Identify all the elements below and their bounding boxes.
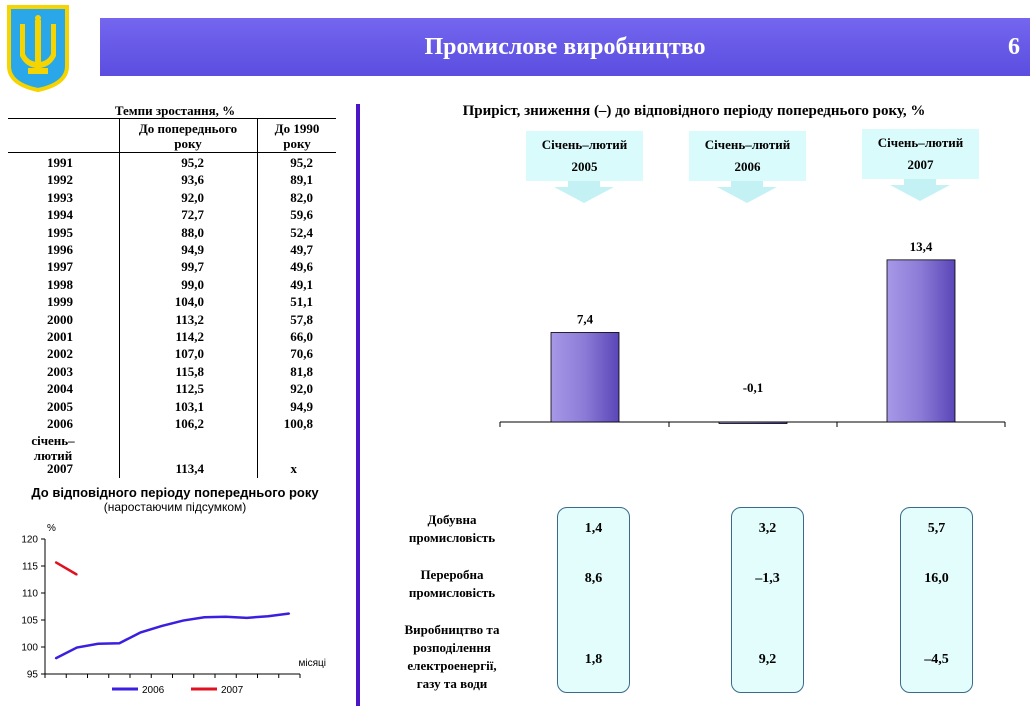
row-1990: 100,8 [283,416,313,431]
row-1990: 49,7 [290,242,313,257]
row-prev: 99,0 [181,276,204,292]
row-prev: 88,0 [181,224,204,240]
row-prev: 103,1 [174,398,204,414]
period-label-line2: 2006 [734,159,761,174]
row-year: 1993 [47,189,73,205]
bar-value-label: 13,4 [909,238,933,254]
row-1990: 81,8 [290,363,313,379]
col-header-prev-line1: До попереднього [138,121,238,136]
row-1990: 89,1 [290,172,313,188]
indicator-value: –4,5 [924,652,949,667]
period-label-line2: 2005 [571,159,598,174]
y-axis-unit: % [47,523,56,534]
table-title: Темпи зростання, % [114,103,236,118]
row-1990: 52,4 [290,224,313,240]
period-label-line1: Січень–лютий [541,137,628,152]
indicator-value: 5,7 [927,521,946,536]
bar-value-label: -0,1 [742,380,764,395]
row-year: 1991 [47,155,73,170]
row-prev: 106,2 [174,416,204,431]
indicator-value: 3,2 [758,521,777,536]
period-label-line1: Січень–лютий [877,135,964,150]
page-title: Промислове виробництво [424,34,706,60]
row-1990: 51,1 [290,294,313,310]
indicator-value: –1,3 [755,571,780,586]
growth-chart-subtitle: (наростаючим підсумком) [103,500,247,514]
indicator-label-line: Добувна [427,512,477,527]
x-axis-label: місяці [298,658,326,669]
indicator-label [377,566,527,602]
row-year: 1994 [47,207,73,223]
row-year: 2005 [47,398,73,414]
row-year: 1997 [47,259,73,275]
row-1990: 59,6 [290,207,313,223]
bar-chart-title: Приріст, зниження (–) до відповідного періоду попереднього року, % [462,103,926,119]
col-header-prev-line2: року [174,136,202,151]
growth-chart-title: До відповідного періоду попереднього року [31,485,319,500]
row-year: 2007 [47,461,73,476]
row-1990: 49,1 [290,276,313,292]
indicator-value: 1,8 [584,652,603,667]
col-header-1990-line2: року [283,136,311,151]
row-prev: 93,6 [181,172,204,188]
row-year: 2000 [47,311,73,327]
row-year: 1996 [47,242,73,257]
legend-label: 2007 [221,685,244,696]
row-1990: х [290,461,297,476]
row-year: 1992 [47,172,73,188]
indicator-label-line: промисловість [408,585,496,600]
row-year: 1995 [47,224,73,240]
table-note-line1: січень– [31,433,75,448]
row-1990: 95,2 [290,155,313,170]
bar-value-label: 7,4 [576,311,594,327]
y-tick-label: 105 [21,615,38,627]
y-tick-label: 110 [22,588,38,600]
row-prev: 113,2 [175,311,204,327]
row-year: 2003 [47,363,73,379]
col-header-1990-line1: До 1990 [274,121,320,136]
period-label-line2: 2007 [907,157,934,172]
row-1990: 49,6 [290,259,313,275]
y-tick-label: 95 [26,669,38,681]
row-prev: 115,8 [175,363,204,379]
indicator-label [377,621,527,693]
row-1990: 70,6 [290,346,313,362]
indicator-label-line: Переробна [420,567,484,582]
indicator-label-line: розподілення [413,640,491,655]
row-year: 2006 [47,416,73,431]
row-prev: 113,4 [175,461,204,476]
row-prev: 112,5 [175,381,204,397]
row-prev: 107,0 [174,346,204,362]
page-number: 6 [1008,34,1020,60]
table-note-line2: лютий [33,448,73,463]
row-1990: 66,0 [290,329,313,344]
row-year: 1998 [47,276,73,292]
row-year: 1999 [47,294,73,310]
indicator-label-line: Виробництво та [404,622,500,637]
y-tick-label: 115 [22,561,38,573]
row-1990: 94,9 [290,398,313,414]
indicator-value: 1,4 [584,521,603,536]
legend-label: 2006 [142,685,165,696]
y-tick-label: 120 [21,534,38,546]
row-prev: 99,7 [181,259,204,275]
row-1990: 92,0 [290,381,313,397]
indicator-value: 16,0 [924,571,949,586]
indicator-label-line: газу та води [416,676,488,691]
indicator-label [377,511,527,547]
row-prev: 72,7 [181,207,204,223]
row-year: 2001 [47,329,73,344]
row-prev: 114,2 [175,329,204,344]
y-tick-label: 100 [21,642,38,654]
row-prev: 95,2 [181,155,204,170]
row-prev: 94,9 [181,242,204,257]
row-prev: 92,0 [181,189,204,205]
period-label-line1: Січень–лютий [704,137,791,152]
row-prev: 104,0 [174,294,204,310]
indicator-value: 9,2 [758,652,777,667]
row-1990: 82,0 [290,189,313,205]
row-year: 2002 [47,346,73,362]
row-year: 2004 [47,381,73,397]
indicator-label-line: промисловість [408,530,496,545]
indicator-value: 8,6 [584,571,603,586]
indicator-label-line: електроенергії, [407,658,497,673]
row-1990: 57,8 [290,311,313,327]
